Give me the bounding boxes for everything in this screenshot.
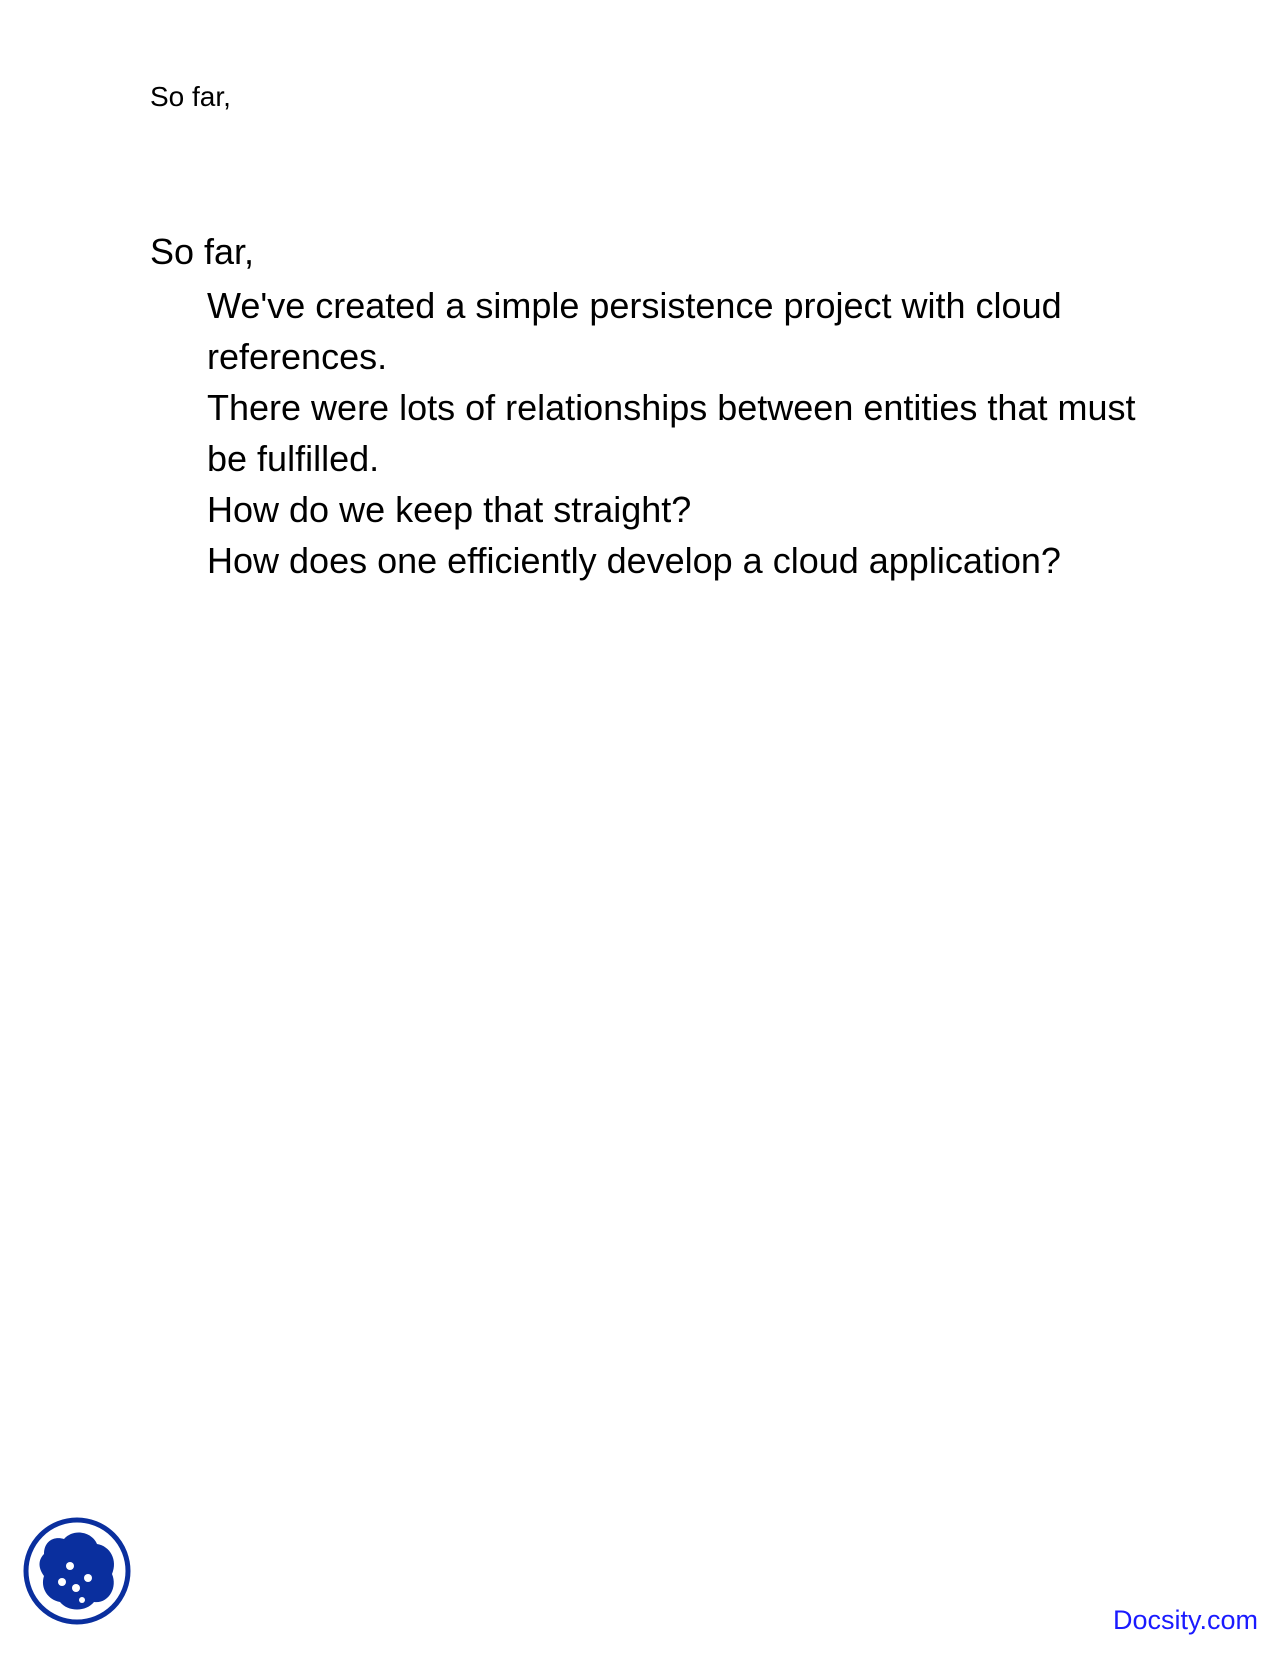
bullet-item: How do we keep that straight? <box>207 489 692 530</box>
bullet-item: How does one efficiently develop a cloud application? <box>207 540 1061 581</box>
bullet-item: We've created a simple persistence project with cloud references. <box>207 285 1062 377</box>
header-text: So far, <box>150 81 231 112</box>
docsity-logo-icon <box>22 1516 132 1626</box>
bullet-list <box>207 280 1167 586</box>
docsity-link[interactable]: Docsity.com <box>1112 1605 1258 1635</box>
slide-heading: So far, <box>150 231 255 272</box>
bullet-item: There were lots of relationships between entities that must be fulfilled. <box>207 387 1136 479</box>
